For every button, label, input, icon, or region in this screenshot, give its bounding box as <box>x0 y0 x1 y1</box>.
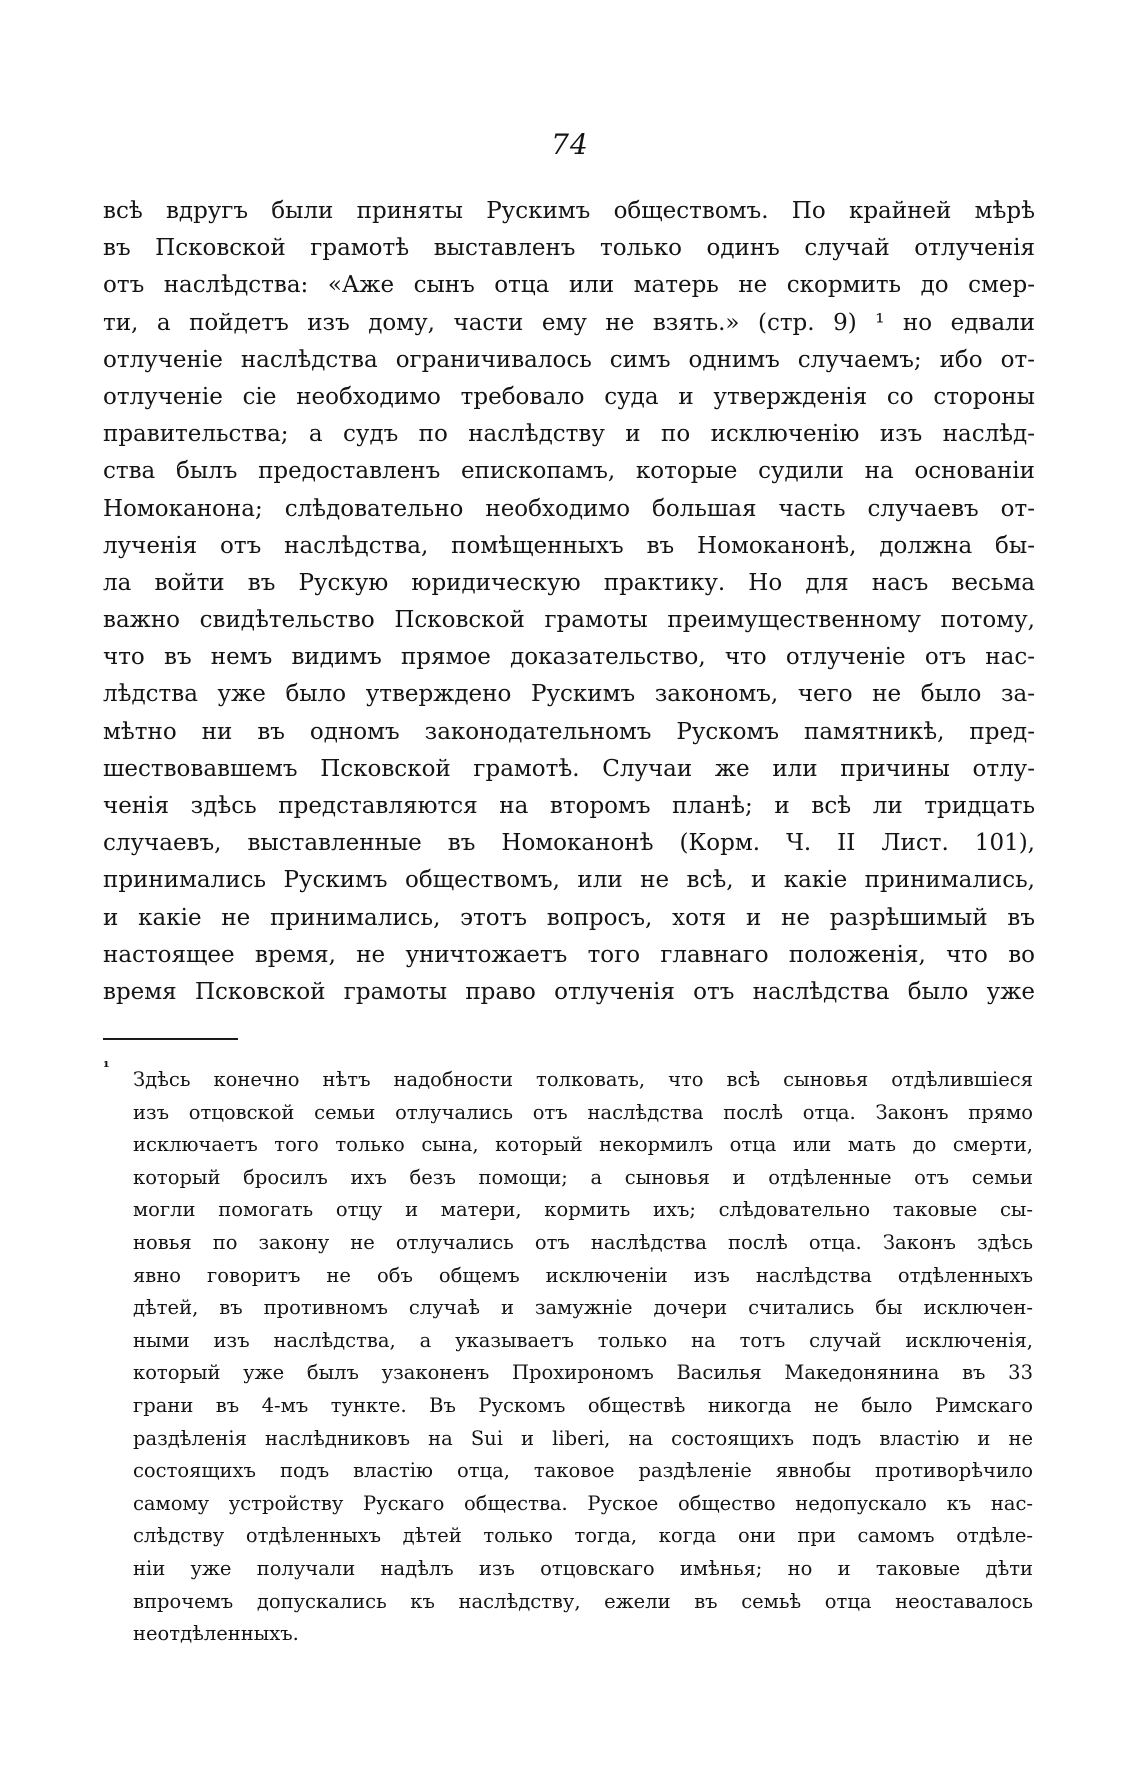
footnote-text-line: неотдѣленныхъ. <box>133 1622 299 1646</box>
footnote-text-line: исключаетъ того только сына, который некормилъ отца или мать до смерти, <box>133 1133 1033 1157</box>
footnote-text-line: дѣтей, въ противномъ случаѣ и замужніе дочери считались бы исключен- <box>133 1296 1033 1320</box>
body-text-line: отлученіе наслѣдства ограничивалось симъ однимъ случаемъ; ибо от- <box>103 346 1035 373</box>
footnote-text-line: могли помогать отцу и матери, кормить ихъ; слѣдовательно таковые сы- <box>133 1198 1033 1222</box>
body-text-line: правительства; а судъ по наслѣдству и по исключенію изъ наслѣд- <box>103 421 1035 448</box>
footnote-text-line: впрочемъ допускались къ наслѣдству, ежели въ семьѣ отца неоставалось <box>133 1589 1033 1613</box>
footnote-text-line: который бросилъ ихъ безъ помощи; а сыновья и отдѣленные отъ семьи <box>133 1165 1033 1189</box>
footnote-divider <box>103 1038 238 1040</box>
body-text-line: что въ немъ видимъ прямое доказательство, что отлученіе отъ нас- <box>103 644 1035 671</box>
footnote-text-line: который уже былъ узаконенъ Прохирономъ Василья Македонянина въ 33 <box>133 1361 1033 1385</box>
body-text-line: лѣдства уже было утверждено Рускимъ закономъ, чего не было за- <box>103 681 1035 708</box>
footnote-text-line: ніи уже получали надѣлъ изъ отцовскаго имѣнья; но и таковые дѣти <box>133 1556 1033 1580</box>
footnote-text-line: ными изъ наслѣдства, а указываетъ только на тотъ случай исключенія, <box>133 1328 1033 1352</box>
body-text-line: время Псковской грамоты право отлученія отъ наслѣдства было уже <box>103 978 1035 1005</box>
footnote-text-line: состоящихъ подъ властію отца, таковое раздѣленіе явнобы противорѣчило <box>133 1459 1033 1483</box>
footnote-text-line: новья по закону не отлучались отъ наслѣдства послѣ отца. Законъ здѣсь <box>133 1230 1033 1254</box>
body-text-line: и какіе не принимались, этотъ вопросъ, хотя и не разрѣшимый въ <box>103 904 1035 931</box>
body-text-line: ти, а пойдетъ изъ дому, части ему не взять.» (стр. 9) ¹ но едвали <box>103 309 1035 336</box>
body-text-line: всѣ вдругъ были приняты Рускимъ обществомъ. По крайней мѣрѣ <box>103 198 1035 224</box>
body-text-line: Номоканона; слѣдовательно необходимо большая часть случаевъ от- <box>103 495 1035 522</box>
footnote-text-line: изъ отцовской семьи отлучались отъ наслѣдства послѣ отца. Законъ прямо <box>133 1100 1033 1124</box>
footnote-body <box>133 1064 1033 1651</box>
body-text-line: принимались Рускимъ обществомъ, или не всѣ, и какіе принимались, <box>103 867 1035 894</box>
footnote-text-line: раздѣленія наслѣдниковъ на Sui и liberi, на состоящихъ подъ властію и не <box>133 1426 1033 1450</box>
body-text-line: въ Псковской грамотѣ выставленъ только одинъ случай отлученія <box>103 235 1035 262</box>
footnote-marker: ¹ <box>103 1058 110 1076</box>
body-text-line: отлученіе сіе необходимо требовало суда и утвержденія со стороны <box>103 383 1035 410</box>
body-text-line: ла войти въ Рускую юридическую практику. Но для насъ весьма <box>103 569 1035 596</box>
footnote-text-line: явно говоритъ не объ общемъ исключеніи изъ наслѣдства отдѣленныхъ <box>133 1263 1033 1287</box>
footnote-text-line: Здѣсь конечно нѣтъ надобности толковать, что всѣ сыновья отдѣлившіеся <box>133 1068 1033 1091</box>
body-text-line: лученія отъ наслѣдства, помѣщенныхъ въ Номоканонѣ, должна бы- <box>103 532 1035 559</box>
main-text-body <box>103 193 1035 1011</box>
body-text-line: отъ наслѣдства: «Аже сынъ отца или матерь не скормить до смер- <box>103 272 1035 299</box>
page-number: 74 <box>551 128 589 161</box>
body-text-line: настоящее время, не уничтожаетъ того главнаго положенія, что во <box>103 941 1035 968</box>
body-text-line: шествовавшемъ Псковской грамотѣ. Случаи же или причины отлу- <box>103 755 1035 782</box>
body-text-line: случаевъ, выставленные въ Номоканонѣ (Корм. Ч. II Лист. 101), <box>103 830 1035 857</box>
footnote-text-line: грани въ 4-мъ тункте. Въ Рускомъ обществѣ никогда не было Римскаго <box>133 1393 1033 1417</box>
body-text-line: ченія здѣсь представляются на второмъ планѣ; и всѣ ли тридцать <box>103 793 1035 819</box>
body-text-line: важно свидѣтельство Псковской грамоты преимущественному потому, <box>103 607 1035 634</box>
body-text-line: мѣтно ни въ одномъ законодательномъ Рускомъ памятникѣ, пред- <box>103 718 1035 745</box>
body-text-line: ства былъ предоставленъ епископамъ, которые судили на основаніи <box>103 458 1035 485</box>
footnote-text-line: самому устройству Рускаго общества. Руское общество недопускало къ нас- <box>133 1491 1033 1515</box>
footnote-text-line: слѣдству отдѣленныхъ дѣтей только тогда, когда они при самомъ отдѣле- <box>133 1524 1033 1548</box>
